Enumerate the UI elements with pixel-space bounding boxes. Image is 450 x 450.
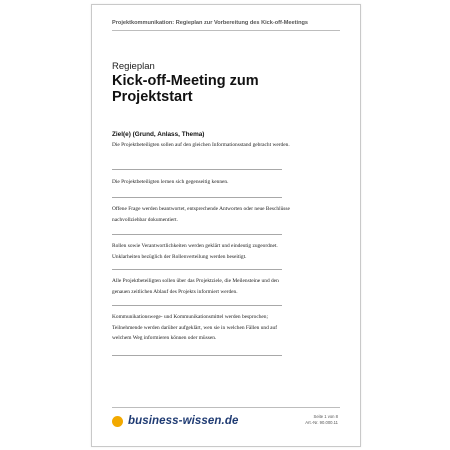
divider-line: [112, 169, 282, 170]
goals-heading: Ziel(e) (Grund, Anlass, Thema): [112, 131, 205, 138]
divider-line: [112, 269, 282, 270]
goal-item: Die Projektbeteiligten sollen auf den gleichen Informationsstand gebracht werden.: [112, 142, 290, 148]
footer-divider: [112, 407, 340, 408]
goal-item: Kommunikationswege- und Kommunikationsmittel werden besprochen; Teilnehmende werden darüber aufgeklärt, wen sie in welchen Fällen und auf welchem Weg informieren können oder müssen.: [112, 314, 278, 341]
divider-line: [112, 197, 282, 198]
page-header: Projektkommunikation: Regieplan zur Vorbereitung des Kick-off-Meetings: [112, 20, 309, 26]
goal-item: Alle Projektbeteiligten sollen über das Projektziele, die Meilensteine und den genauen zeitlichen Ablauf des Projekts informiert werden.: [112, 278, 279, 295]
divider-line: [112, 305, 282, 306]
goal-item: Offene Frage werden beantwortet, entsprechende Antworten oder neue Beschlüsse nachvollziehbar dokumentiert.: [112, 206, 290, 223]
goal-item: Rollen sowie Verantwortlichkeiten werden geklärt und eindeutig zugeordnet. Unklarheiten bezüglich der Rollenverteilung werden beseitigt.: [112, 243, 278, 260]
logo-text: business-wissen.de: [128, 415, 239, 427]
document-title: Kick-off-Meeting zum Projektstart: [112, 73, 259, 105]
document-subtitle: Regieplan: [112, 61, 155, 72]
header-divider: [112, 30, 340, 31]
footer-meta: [305, 414, 338, 426]
brand-logo[interactable]: [112, 415, 238, 427]
page-number: Seite 1 von 8: [313, 414, 338, 419]
article-number: Art.-Nr. 90.000.11: [305, 420, 338, 425]
document-page: [91, 4, 361, 447]
logo-dot-icon: [112, 416, 123, 427]
goal-item: Die Projektbeteiligten lernen sich gegenseitig kennen.: [112, 179, 229, 185]
divider-line: [112, 355, 282, 356]
divider-line: [112, 234, 282, 235]
